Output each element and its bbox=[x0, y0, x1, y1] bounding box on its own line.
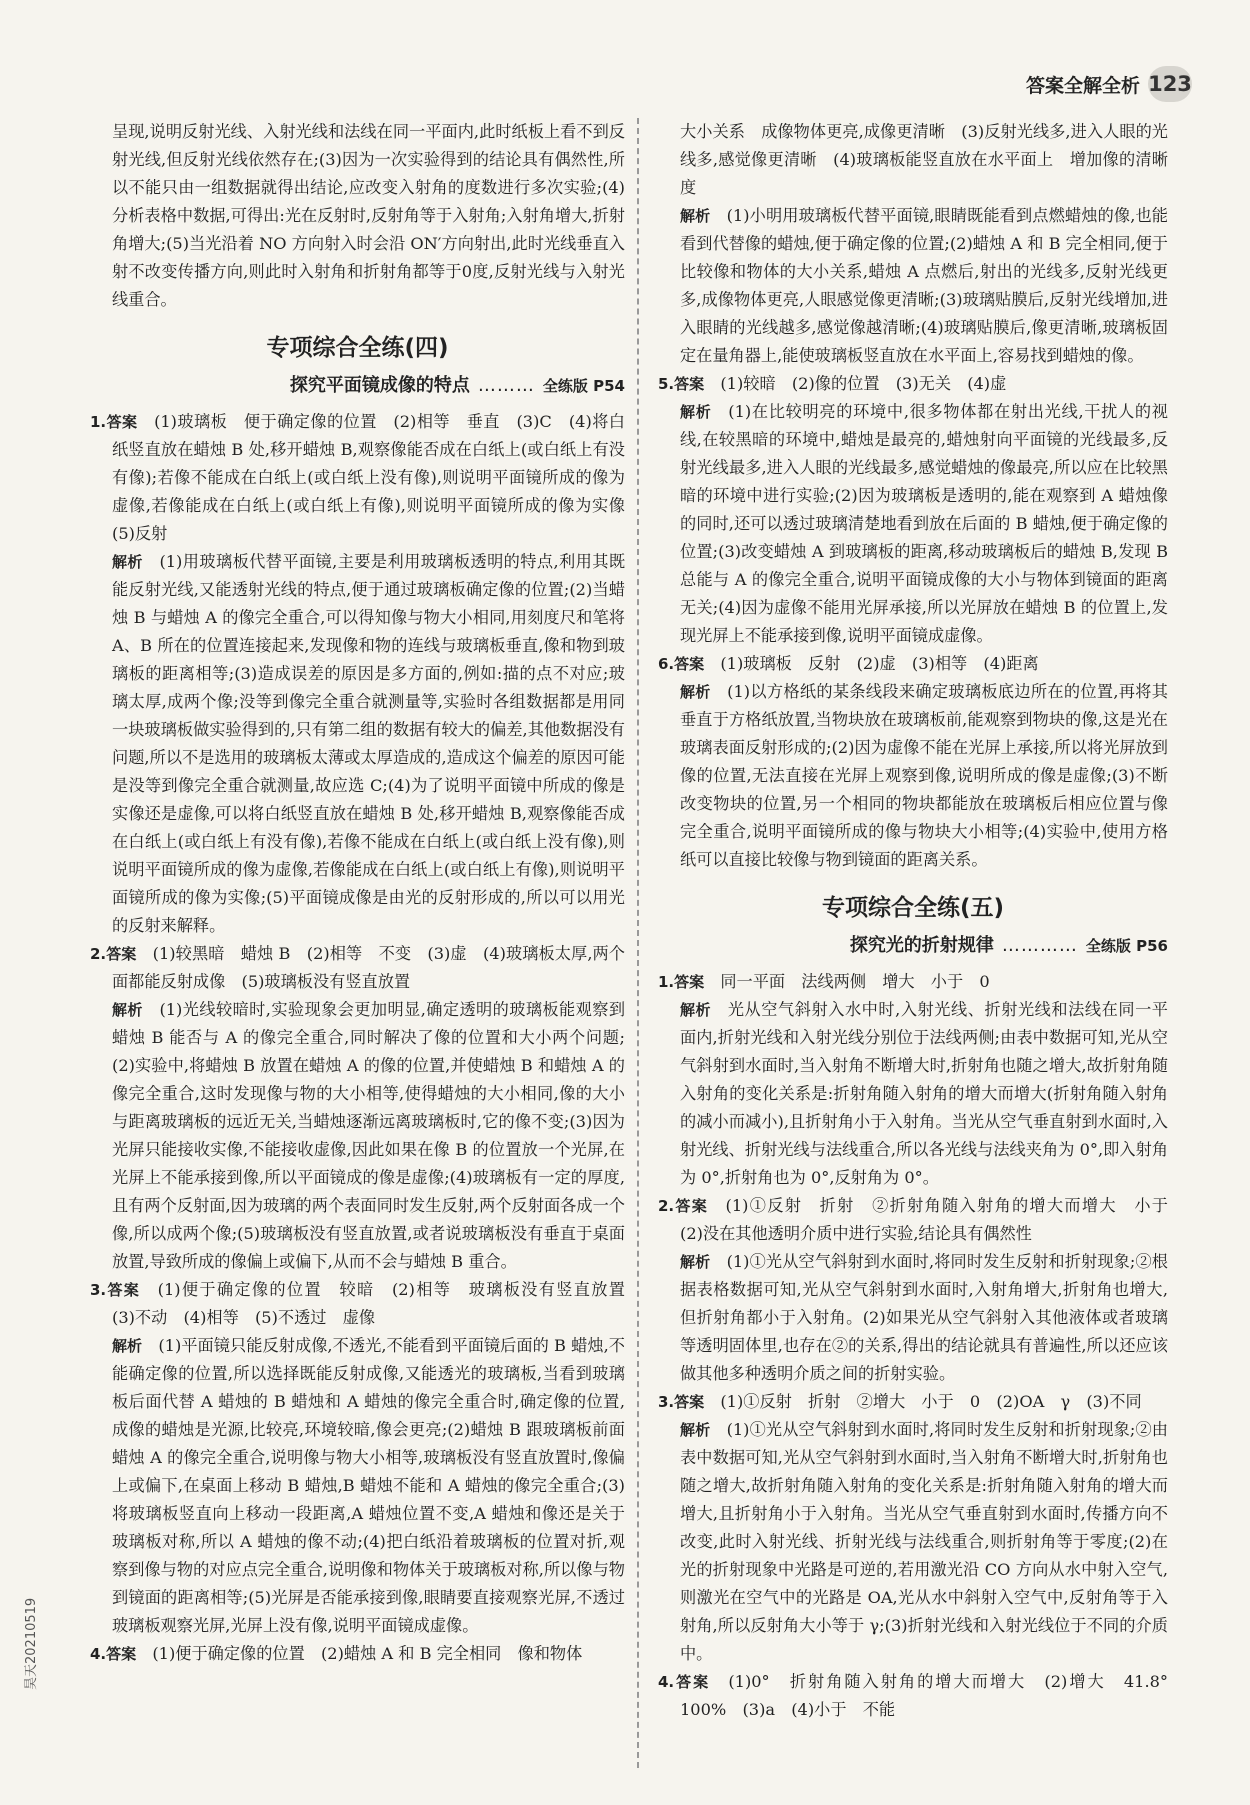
answer-label: 答案 bbox=[674, 1197, 709, 1215]
answer-text: (1)较黑暗 蜡烛 B (2)相等 不变 (3)虚 (4)玻璃板太厚,两个面都能反射成像 (5)玻璃板没有竖直放置 bbox=[112, 944, 625, 991]
analysis-text: (1)①光从空气斜射到水面时,将同时发生反射和折射现象;②由表中数据可知,光从空气斜射到水面时,当入射角不断增大时,折射角也随之增大,故折射角随入射角的变化关系是:折射角随入射角的增大而增大,且折射角小于入射角。当光从空气垂直射到水面时,传播方向不改变,此时入射光线、折射光线与法线重合,则折射角等于零度;(2)在光的折射现象中光路是可逆的,若用激光沿 CO 方向从水中射入空气,则激光在空气中的光路是 OA,光从水中斜射入空气中,反射角等于入射角,所以反射角大小等于 γ;(3)折射光线和入射光线位于不同的介质中。 bbox=[680, 1420, 1168, 1663]
answer-line bbox=[658, 968, 1168, 996]
answer-text: (1)①反射 折射 ②增大 小于 0 (2)OA γ (3)不同 bbox=[720, 1392, 1142, 1411]
analysis-text: (1)平面镜只能反射成像,不透光,不能看到平面镜后面的 B 蜡烛,不能确定像的位置,所以选择既能反射成像,又能透光的玻璃板,当看到玻璃板后面代替 A 蜡烛的 B 蜡烛和 A 蜡烛的像完全重合时,确定像的位置,成像的蜡烛是光源,比较亮,环境较暗,像会更亮;(2)蜡烛 B 跟玻璃板前面蜡烛 A 的像完全重合,说明像与物大小相等,玻璃板没有竖直放置时,像偏上或偏下,在桌面上移动 B 蜡烛,B 蜡烛不能和 A 蜡烛的像完全重合;(3)将玻璃板竖直向上移动一段距离,A 蜡烛位置不变,A 蜡烛和像还是关于玻璃板对称,所以 A 蜡烛的像不动;(4)把白纸沿着玻璃板的位置对折,观察到像与物的对应点完全重合,说明像和物体关于玻璃板对称,所以像与物到镜面的距离相等;(5)光屏是否能承接到像,眼睛要直接观察光屏,不透过玻璃板观察光屏,光屏上没有像,说明平面镜成虚像。 bbox=[112, 1336, 625, 1635]
item-number: 3. bbox=[90, 1281, 107, 1299]
answer-label: 答案 bbox=[674, 1393, 705, 1411]
analysis-line bbox=[112, 996, 625, 1276]
analysis-line bbox=[112, 1332, 625, 1640]
answer-label: 答案 bbox=[674, 375, 705, 393]
answer-item bbox=[658, 650, 1168, 874]
page-number: 123 bbox=[1148, 66, 1192, 102]
section-title: 专项综合全练(五) bbox=[821, 895, 1005, 921]
answer-label: 答案 bbox=[106, 1645, 137, 1663]
subtitle-text: 探究光的折射规律 bbox=[849, 935, 994, 956]
answer-line bbox=[658, 1192, 1185, 1248]
item-number: 6. bbox=[658, 655, 675, 673]
answer-text: (1)便于确定像的位置 (2)蜡烛 A 和 B 完全相同 像和物体 bbox=[152, 1644, 583, 1663]
answer-label: 答案 bbox=[106, 413, 138, 431]
section-subtitle bbox=[658, 930, 1168, 962]
subtitle-dots: ………… bbox=[1001, 935, 1078, 956]
subtitle-text: 探究平面镜成像的特点 bbox=[289, 375, 470, 396]
analysis-label: 解析 bbox=[680, 1253, 711, 1271]
analysis-text: 光从空气斜射入水中时,入射光线、折射光线和法线在同一平面内,折射光线和入射光线分别位于法线两侧;由表中数据可知,光从空气斜射到水面时,当入射角不断增大时,折射角也随之增大,故折射角随入射角的变化关系是:折射角随入射角的增大而增大(折射角随入射角的减小而减小),且折射角小于入射角。当光从空气垂直射到水面时,入射光线、折射光线与法线重合,所以各光线与法线夹角为 0°,即入射角为 0°,折射角也为 0°,反射角为 0°。 bbox=[680, 1000, 1168, 1187]
answer-item bbox=[658, 1668, 1185, 1724]
item-number: 1. bbox=[658, 973, 675, 991]
answer-line bbox=[658, 1668, 1185, 1724]
analysis-text: (1)光线较暗时,实验现象会更加明显,确定透明的玻璃板能观察到蜡烛 B 能否与 A 的像完全重合,同时解决了像的位置和大小两个问题;(2)实验中,将蜡烛 B 放置在蜡烛 A 的像的位置,并使蜡烛 B 和蜡烛 A 的像完全重合,这时发现像与物的大小相等,使得蜡烛的大小相同,像的大小与距离玻璃板的远近无关,当蜡烛逐渐远离玻璃板时,它的像不变;(3)因为光屏只能接收实像,不能接收虚像,因此如果在像 B 的位置放一个光屏,在光屏上不能承接到像,所以平面镜成的像是虚像;(4)玻璃板有一定的厚度,且有两个反射面,因为玻璃的两个表面同时发生反射,两个反射面各成一个像,所以成两个像;(5)玻璃板没有竖直放置,或者说玻璃板没有垂直于桌面放置,导致所成的像偏上或偏下,从而不会与蜡烛 B 重合。 bbox=[112, 1000, 626, 1271]
right-column bbox=[658, 118, 1185, 1724]
item-number: 4. bbox=[658, 1673, 675, 1691]
analysis-label: 解析 bbox=[680, 1421, 711, 1439]
analysis-label: 解析 bbox=[112, 1001, 143, 1019]
analysis-line bbox=[112, 548, 625, 940]
answer-text: (1)较暗 (2)像的位置 (3)无关 (4)虚 bbox=[720, 374, 1007, 393]
answer-item bbox=[90, 940, 625, 1276]
intro-paragraph: 呈现,说明反射光线、入射光线和法线在同一平面内,此时纸板上看不到反射光线,但反射光线依然存在;(3)因为一次实验得到的结论具有偶然性,所以不能只由一组数据就得出结论,应改变入射角的度数进行多次实验;(4)分析表格中数据,可得出:光在反射时,反射角等于入射角;入射角增大,折射角增大;(5)当光沿着 NO 方向射入时会沿 ON′方向射出,此时光线垂直入射不改变传播方向,则此时入射角和折射角都等于0度,反射光线与入射光线重合。 bbox=[112, 122, 625, 309]
subtitle-ref: 全练版 P54 bbox=[542, 377, 625, 395]
item-number: 2. bbox=[90, 945, 107, 963]
subtitle-ref: 全练版 P56 bbox=[1085, 937, 1168, 955]
answer-item bbox=[90, 1640, 625, 1668]
answer-line bbox=[90, 1640, 625, 1668]
answer-label: 答案 bbox=[106, 945, 137, 963]
answer-item-continued bbox=[658, 118, 1168, 370]
answer-text: (1)玻璃板 便于确定像的位置 (2)相等 垂直 (3)C (4)将白纸竖直放在蜡烛 B 处,移开蜡烛 B,观察像能否成在白纸上(或白纸上有没有像);若像不能成在白纸上(或白纸上没有像),则说明平面镜所成的像为虚像,若像能成在白纸上(或白纸上有像),则说明平面镜所成的像为实像 (5)反射 bbox=[112, 412, 642, 543]
analysis-line bbox=[680, 202, 1168, 370]
analysis-line bbox=[680, 678, 1168, 874]
answer-text: (1)便于确定像的位置 较暗 (2)相等 玻璃板没有竖直放置 (3)不动 (4)相等 (5)不透过 虚像 bbox=[112, 1280, 642, 1327]
header-title: 答案全解全析 bbox=[1025, 74, 1140, 97]
analysis-text: (1)小明用玻璃板代替平面镜,眼睛既能看到点燃蜡烛的像,也能看到代替像的蜡烛,便于确定像的位置;(2)蜡烛 A 和 B 完全相同,便于比较像和物体的大小关系,蜡烛 A 点燃后,射出的光线多,反射光线更多,成像物体更亮,人眼感觉像更清晰;(3)玻璃贴膜后,反射光线增加,进入眼睛的光线越多,感觉像越清晰;(4)玻璃贴膜后,像更清晰,玻璃板固定在量角器上,能使玻璃板竖直放在水平面上,容易找到蜡烛的像。 bbox=[680, 206, 1168, 365]
analysis-line bbox=[680, 398, 1168, 650]
answer-item bbox=[658, 1192, 1185, 1388]
item-number: 4. bbox=[90, 1645, 107, 1663]
item-number: 3. bbox=[658, 1393, 675, 1411]
item-number: 5. bbox=[658, 375, 675, 393]
analysis-line bbox=[680, 1248, 1168, 1388]
analysis-text: (1)①光从空气斜射到水面时,将同时发生反射和折射现象;②根据表格数据可知,光从空气斜射到水面时,入射角增大,折射角也增大,但折射角都小于入射角。(2)如果光从空气斜射入其他液体或者玻璃等透明固体里,也存在②的关系,得出的结论就具有普遍性,所以还应该做其他多种透明介质之间的折射实验。 bbox=[680, 1252, 1168, 1383]
subtitle-dots: ……… bbox=[477, 375, 535, 396]
item-number: 2. bbox=[658, 1197, 675, 1215]
analysis-label: 解析 bbox=[680, 683, 711, 701]
analysis-label: 解析 bbox=[680, 403, 712, 421]
answer-label: 答案 bbox=[674, 1673, 711, 1691]
analysis-label: 解析 bbox=[112, 553, 143, 571]
analysis-label: 解析 bbox=[680, 1001, 712, 1019]
answer-text: (1)①反射 折射 ②折射角随入射角的增大而增大 小于 (2)没在其他透明介质中进行实验,结论具有偶然性 bbox=[680, 1196, 1185, 1243]
answer-item bbox=[658, 370, 1168, 650]
column-divider bbox=[637, 118, 639, 1768]
side-stamp: 昊天20210519 bbox=[24, 1597, 39, 1690]
analysis-text: (1)用玻璃板代替平面镜,主要是利用玻璃板透明的特点,利用其既能反射光线,又能透射光线的特点,便于通过玻璃板确定像的位置;(2)当蜡烛 B 与蜡烛 A 的像完全重合,可以得知像与物大小相同,用刻度尺和笔将 A、B 所在的位置连接起来,发现像和物的连线与玻璃板垂直,像和物到玻璃板的距离相等;(3)造成误差的原因是多方面的,例如:描的点不对应;玻璃太厚,成两个像;没等到像完全重合就测量等,实验时各组数据都是用同一块玻璃板做实验得到的,只有第二组的数据有较大的偏差,其他数据没有问题,所以不是选用的玻璃板太薄或太厚造成的,造成这个偏差的原因可能是没等到像完全重合就测量,故应选 C;(4)为了说明平面镜中所成的像是实像还是虚像,可以将白纸竖直放在蜡烛 B 处,移开蜡烛 B,观察像能否成在白纸上(或白纸上有没有像),若像不能成在白纸上(或白纸上没有像),则说明平面镜所成的像为虚像,若像能成在白纸上(或白纸上有像),则说明平面镜所成的像为实像;(5)平面镜成像是由光的反射形成的,所以可以用光的反射来解释。 bbox=[112, 552, 626, 935]
answer-text: (1)玻璃板 反射 (2)虚 (3)相等 (4)距离 bbox=[720, 654, 1039, 673]
answer-label: 答案 bbox=[674, 655, 705, 673]
answer-line bbox=[90, 940, 625, 996]
item-number: 1. bbox=[90, 413, 107, 431]
analysis-text: (1)在比较明亮的环境中,很多物体都在射出光线,干扰人的视线,在较黑暗的环境中,蜡烛是最亮的,蜡烛射向平面镜的光线最多,反射光线最多,进入人眼的光线最多,感觉蜡烛的像最亮,所以应在比较黑暗的环境中进行实验;(2)因为玻璃板是透明的,能在观察到 A 蜡烛像的同时,还可以透过玻璃清楚地看到放在后面的 B 蜡烛,便于确定像的位置;(3)改变蜡烛 A 到玻璃板的距离,移动玻璃板后的蜡烛 B,发现 B 总能与 A 的像完全重合,说明平面镜成像的大小与物体到镜面的距离无关;(4)因为虚像不能用光屏承接,所以光屏放在蜡烛 B 的位置上,发现光屏上不能承接到像,说明平面镜成虚像。 bbox=[680, 402, 1168, 645]
analysis-label: 解析 bbox=[680, 207, 711, 225]
analysis-label: 解析 bbox=[112, 1337, 143, 1355]
answer-item bbox=[90, 408, 642, 940]
answer-text: (1)0° 折射角随入射角的增大而增大 (2)增大 41.8° 100% (3)a (4)小于 不能 bbox=[680, 1672, 1185, 1719]
analysis-text: (1)以方格纸的某条线段来确定玻璃板底边所在的位置,再将其垂直于方格纸放置,当物块放在玻璃板前,能观察到物块的像,这是光在玻璃表面反射形成的;(2)因为虚像不能在光屏上承接,所以将光屏放到像的位置,无法直接在光屏上观察到像,说明所成的像是虚像;(3)不断改变物块的位置,另一个相同的物块都能放在玻璃板后相应位置与像完全重合,说明平面镜所成的像与物块大小相等;(4)实验中,使用方格纸可以直接比较像与物到镜面的距离关系。 bbox=[680, 682, 1168, 869]
answer-line bbox=[90, 1276, 642, 1332]
page-header bbox=[1026, 66, 1192, 102]
answer-text: 同一平面 法线两侧 增大 小于 0 bbox=[720, 972, 990, 991]
answer-line bbox=[658, 370, 1168, 398]
answer-item bbox=[90, 1276, 642, 1640]
answer-item bbox=[658, 968, 1168, 1192]
analysis-line bbox=[680, 996, 1168, 1192]
answer-item bbox=[658, 1388, 1168, 1668]
left-column bbox=[90, 118, 642, 1668]
answer-label: 答案 bbox=[106, 1281, 141, 1299]
section-subtitle bbox=[90, 370, 625, 402]
answer-continuation: 大小关系 成像物体更亮,成像更清晰 (3)反射光线多,进入人眼的光线多,感觉像更清晰 (4)玻璃板能竖直放在水平面上 增加像的清晰度 bbox=[680, 122, 1168, 197]
answer-line bbox=[658, 650, 1168, 678]
analysis-line bbox=[680, 1416, 1168, 1668]
section-title: 专项综合全练(四) bbox=[266, 335, 449, 361]
answer-line bbox=[658, 1388, 1168, 1416]
answer-line bbox=[90, 408, 642, 548]
answer-label: 答案 bbox=[674, 973, 705, 991]
